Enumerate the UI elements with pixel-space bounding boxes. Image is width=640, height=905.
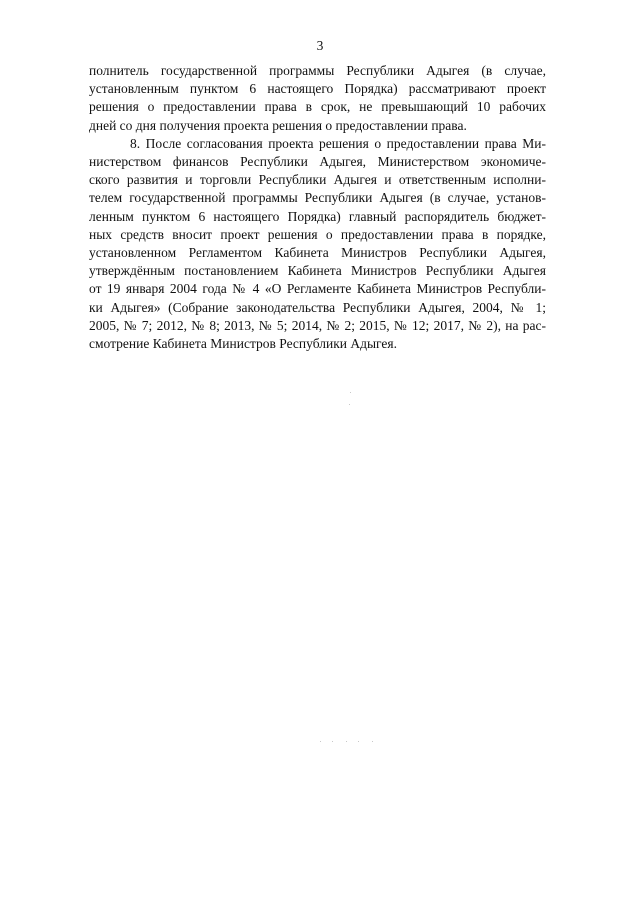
text-line: утверждённым постановлением Кабинета Министров Республики Адыгея <box>89 263 546 279</box>
text-line: телем государственной программы Республики Адыгея (в случае, установ- <box>89 190 546 206</box>
text-line: смотрение Кабинета Министров Республики Адыгея. <box>89 336 397 352</box>
text-line: решения о предоставлении права в срок, не превышающий 10 рабочих <box>89 99 546 115</box>
page-number: 3 <box>316 38 324 53</box>
text-line: дней со дня получения проекта решения о предоставлении права. <box>89 117 467 133</box>
text-line: ных средств вносит проект решения о предоставлении права в порядке, <box>89 226 546 242</box>
text-line: нистерством финансов Республики Адыгея, Министерством экономиче- <box>89 154 546 170</box>
paragraph-continuation <box>89 62 546 135</box>
text-line: от 19 января 2004 года № 4 «О Регламенте Кабинета Министров Республи- <box>89 281 546 297</box>
text-line: ского развития и торговли Республики Адыгея и ответственным исполни- <box>89 172 546 188</box>
scan-speck <box>372 741 373 742</box>
text-line: установленным пунктом 6 настоящего Порядка) рассматривают проект <box>89 81 546 97</box>
scan-speck <box>332 741 333 742</box>
scan-speck <box>358 741 359 742</box>
text-line: полнитель государственной программы Республики Адыгея (в случае, <box>89 63 546 78</box>
text-line: ки Адыгея» (Собрание законодательства Республики Адыгея, 2004, № 1; <box>89 299 546 315</box>
scan-speck <box>350 392 351 393</box>
document-body <box>89 62 546 353</box>
text-line: ленным пунктом 6 настоящего Порядка) главный распорядитель бюджет- <box>89 208 546 224</box>
text-line: 8. После согласования проекта решения о предоставлении права Ми- <box>130 135 546 151</box>
scan-speck <box>349 404 350 405</box>
scan-speck <box>346 741 347 742</box>
text-line: 2005, № 7; 2012, № 8; 2013, № 5; 2014, № 2; 2015, № 12; 2017, № 2), на рас- <box>89 317 546 333</box>
scan-speck <box>320 741 321 742</box>
paragraph-item-8 <box>89 135 546 353</box>
text-line: установленном Регламентом Кабинета Министров Республики Адыгея, <box>89 245 546 261</box>
